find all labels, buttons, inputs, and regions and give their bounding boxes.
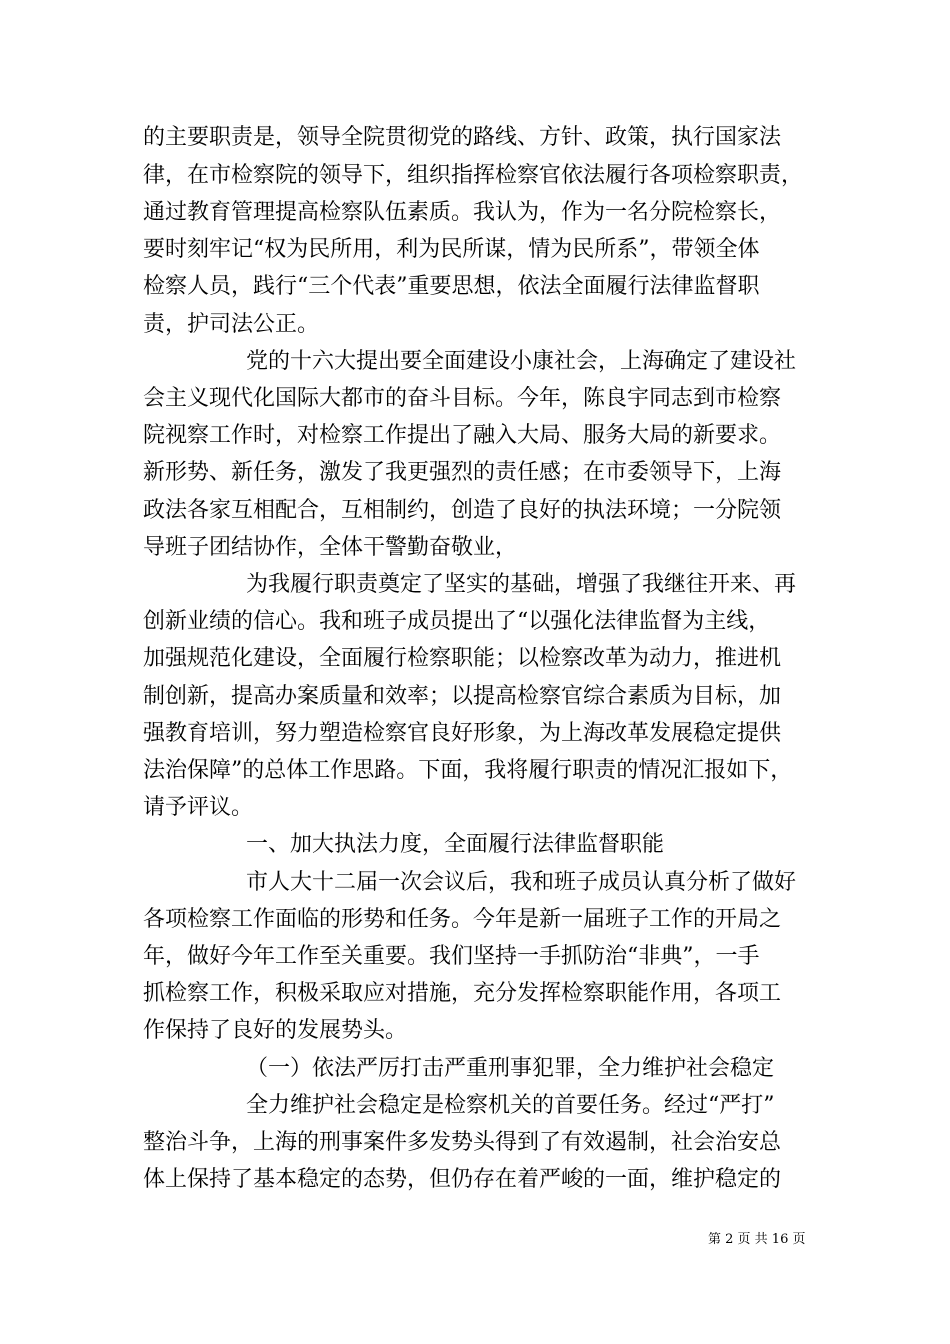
paragraph-first-line: 为我履行职责奠定了坚实的基础，增强了我继往开来、再 xyxy=(246,572,797,597)
text-line: 要时刻牢记“权为民所用，利为民所谋，情为民所系”，带领全体 xyxy=(143,237,760,262)
text-line: 责，护司法公正。 xyxy=(143,312,320,337)
text-line: 创新业绩的信心。我和班子成员提出了“以强化法律监督为主线， xyxy=(143,609,771,634)
text-line: 各项检察工作面临的形势和任务。今年是新一届班子工作的开局之 xyxy=(143,907,782,932)
paragraph-first-line: 全力维护社会稳定是检察机关的首要任务。经过“严打” xyxy=(246,1093,775,1118)
page-number-footer: 第 2 页 共 16 页 xyxy=(708,1232,806,1247)
paragraph-first-line: 党的十六大提出要全面建设小康社会，上海确定了建设社 xyxy=(246,349,797,374)
text-line: 体上保持了基本稳定的态势，但仍存在着严峻的一面，维护稳定的 xyxy=(143,1167,782,1192)
text-line: 的主要职责是，领导全院贯彻党的路线、方针、政策，执行国家法 xyxy=(143,125,782,150)
text-line: 请予评议。 xyxy=(143,795,254,820)
text-line: 检察人员，践行“三个代表”重要思想，依法全面履行法律监督职 xyxy=(143,274,760,299)
text-line: 会主义现代化国际大都市的奋斗目标。今年，陈良宇同志到市检察 xyxy=(143,386,782,411)
text-line: 制创新，提高办案质量和效率；以提高检察官综合素质为目标，加 xyxy=(143,684,782,709)
section-heading: 一、加大执法力度，全面履行法律监督职能 xyxy=(246,832,665,857)
text-line: 法治保障”的总体工作思路。下面，我将履行职责的情况汇报如下， xyxy=(143,758,793,783)
text-line: 加强规范化建设，全面履行检察职能；以检察改革为动力，推进机 xyxy=(143,646,782,671)
text-line: 政法各家互相配合，互相制约，创造了良好的执法环境；一分院领 xyxy=(143,498,782,523)
text-line: 导班子团结协作，全体干警勤奋敬业， xyxy=(143,535,518,560)
text-line: 强教育培训，努力塑造检察官良好形象，为上海改革发展稳定提供 xyxy=(143,721,782,746)
text-line: 整治斗争，上海的刑事案件多发势头得到了有效遏制，社会治安总 xyxy=(143,1130,782,1155)
text-line: 作保持了良好的发展势头。 xyxy=(143,1018,408,1043)
text-line: 抓检察工作，积极采取应对措施，充分发挥检察职能作用，各项工 xyxy=(143,981,782,1006)
text-line: 律，在市检察院的领导下，组织指挥检察官依法履行各项检察职责， xyxy=(143,163,804,188)
paragraph-first-line: 市人大十二届一次会议后，我和班子成员认真分析了做好 xyxy=(246,870,797,895)
text-line: 通过教育管理提高检察队伍素质。我认为，作为一名分院检察长， xyxy=(143,200,782,225)
text-line: 新形势、新任务，激发了我更强烈的责任感；在市委领导下，上海 xyxy=(143,460,782,485)
subsection-heading: （一）依法严厉打击严重刑事犯罪，全力维护社会稳定 xyxy=(246,1056,775,1081)
text-line: 年，做好今年工作至关重要。我们坚持一手抓防治“非典”，一手 xyxy=(143,944,760,969)
text-line: 院视察工作时，对检察工作提出了融入大局、服务大局的新要求。 xyxy=(143,423,782,448)
